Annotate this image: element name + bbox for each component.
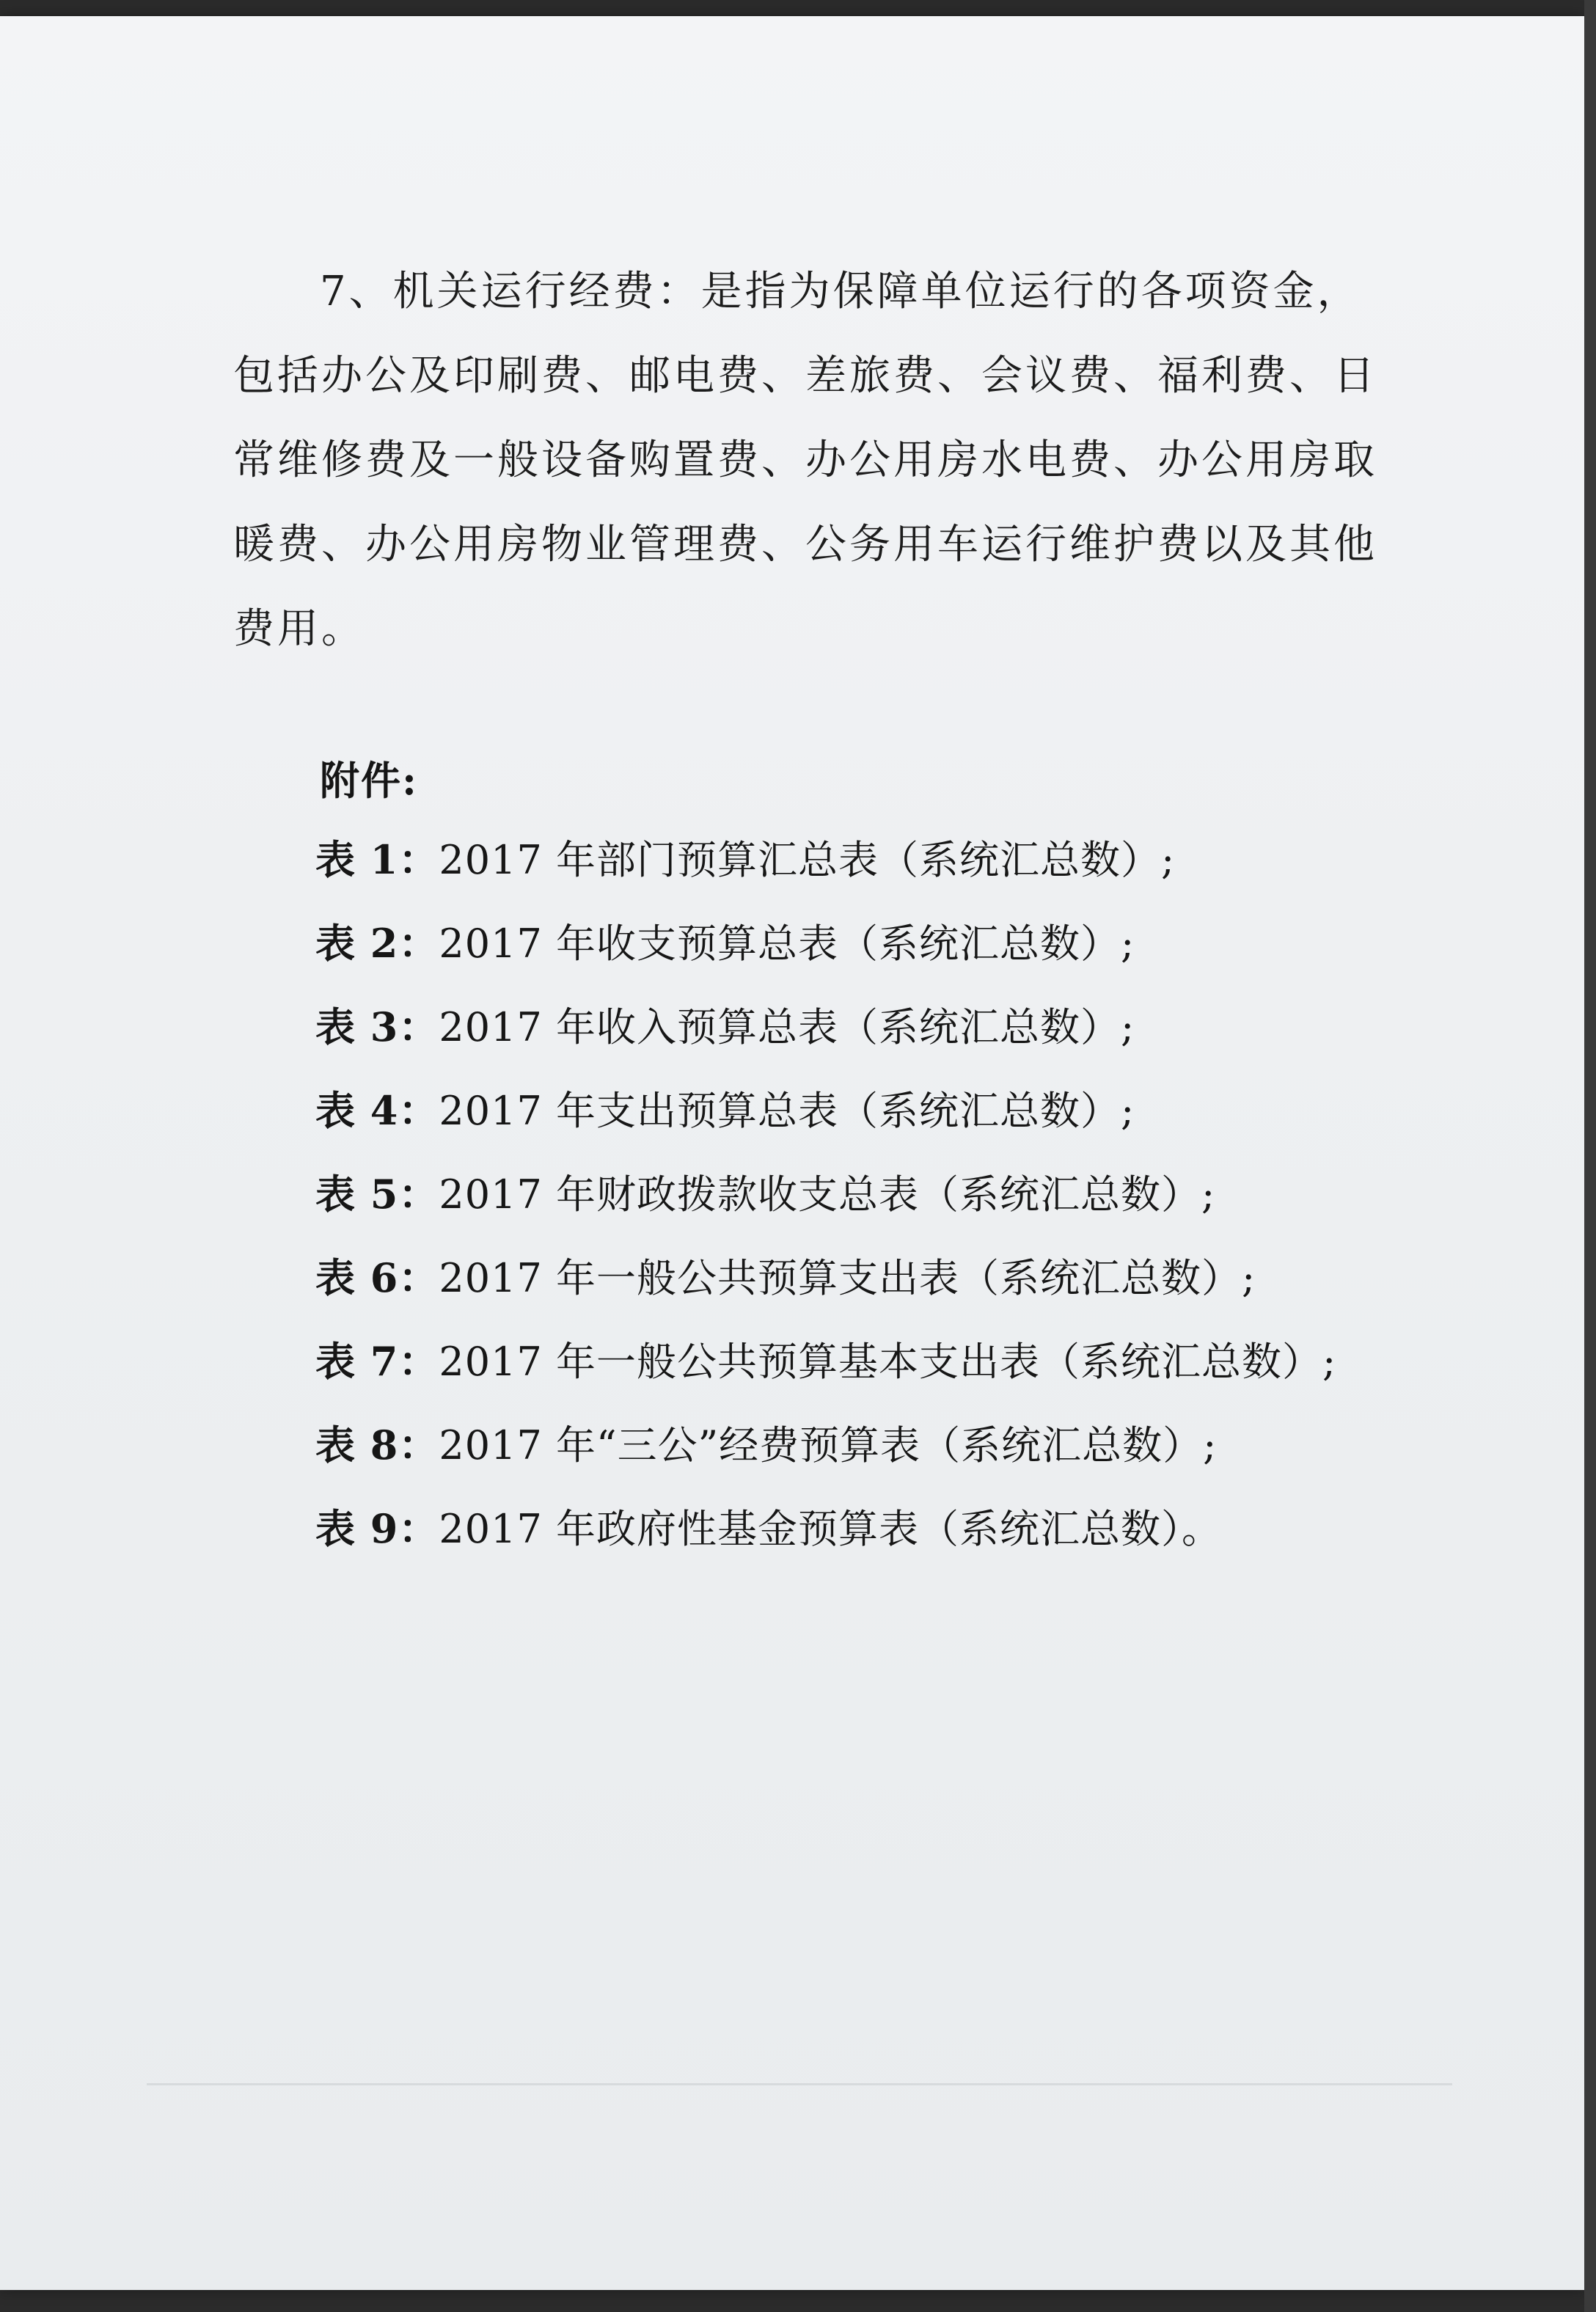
- annex-item-desc: 2017 年一般公共预算支出表（系统汇总数）;: [439, 1255, 1256, 1301]
- body-paragraph: [233, 249, 1377, 671]
- annex-item-desc: 2017 年支出预算总表（系统汇总数）;: [439, 1088, 1135, 1134]
- annex-item-desc: 2017 年“三公”经费预算表（系统汇总数）;: [439, 1422, 1218, 1468]
- page-divider: [147, 2083, 1452, 2085]
- annex-item-desc: 2017 年收支预算总表（系统汇总数）;: [439, 921, 1135, 967]
- annex-item: [315, 829, 1336, 912]
- scan-edge: [1584, 0, 1596, 2312]
- annex-item-desc: 2017 年政府性基金预算表（系统汇总数）。: [439, 1506, 1222, 1552]
- annex-item-label: 表 4：: [315, 1087, 439, 1134]
- paragraph-line: 暖费、办公用房物业管理费、公务用车运行维护费以及其他: [233, 521, 1377, 568]
- annex-item-label: 表 2：: [315, 920, 439, 967]
- annex-item-label: 表 8：: [315, 1422, 439, 1468]
- annex-item-desc: 2017 年一般公共预算基本支出表（系统汇总数）;: [439, 1339, 1337, 1385]
- paragraph-line: 包括办公及印刷费、邮电费、差旅费、会议费、福利费、日: [233, 352, 1377, 400]
- annex-item: [315, 912, 1336, 996]
- annex-item: [315, 1163, 1336, 1247]
- annex-item-label: 表 7：: [315, 1338, 439, 1385]
- annex-item-label: 表 9：: [315, 1505, 439, 1552]
- annex-item-label: 表 5：: [315, 1171, 439, 1218]
- annex-item-label: 表 3：: [315, 1003, 439, 1050]
- annex-item: [315, 1331, 1336, 1414]
- annex-item-desc: 2017 年财政拨款收支总表（系统汇总数）;: [439, 1171, 1216, 1218]
- annex-heading: 附件:: [320, 757, 418, 804]
- paragraph-line: 7、机关运行经费：是指为保障单位运行的各项资金，: [320, 268, 1361, 315]
- annex-item-label: 表 1：: [315, 836, 439, 883]
- annex-item-desc: 2017 年部门预算汇总表（系统汇总数）;: [439, 837, 1176, 883]
- annex-item-desc: 2017 年收入预算总表（系统汇总数）;: [439, 1004, 1135, 1050]
- paragraph-line: 费用。: [233, 605, 365, 653]
- annex-item: [315, 1080, 1336, 1163]
- annex-item: [315, 996, 1336, 1080]
- document-page: [0, 16, 1584, 2290]
- annex-item: [315, 1498, 1336, 1581]
- annex-list: [315, 829, 1336, 1581]
- annex-item: [315, 1247, 1336, 1331]
- annex-item-label: 表 6：: [315, 1254, 439, 1301]
- paragraph-line: 常维修费及一般设备购置费、办公用房水电费、办公用房取: [233, 436, 1377, 484]
- annex-item: [315, 1414, 1336, 1498]
